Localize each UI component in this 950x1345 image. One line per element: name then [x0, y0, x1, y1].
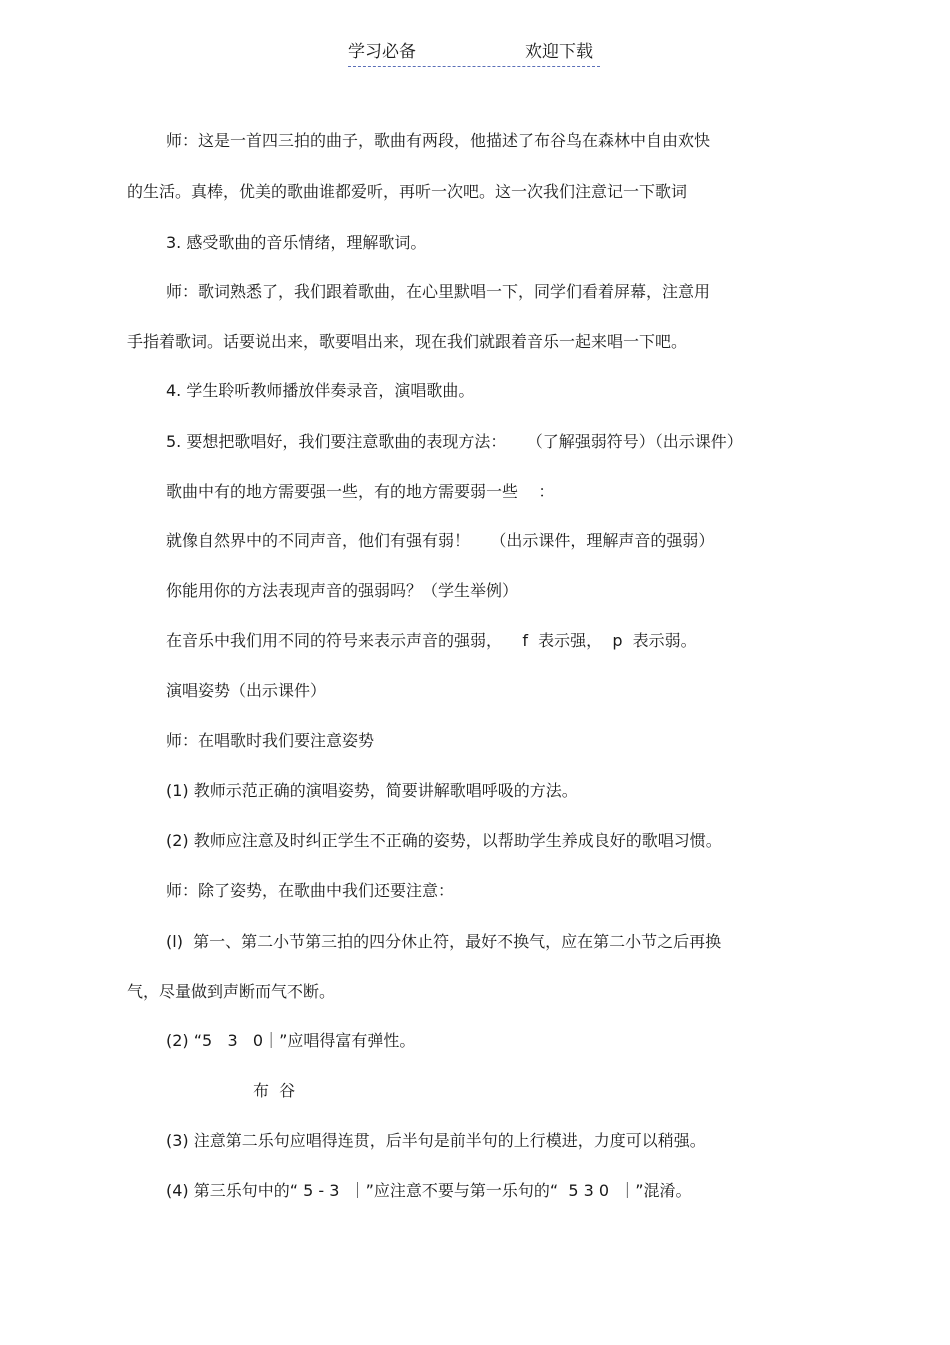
- body-line: 手指着歌词。话要说出来，歌要唱出来，现在我们就跟着音乐一起来唱一下吧。: [127, 332, 688, 351]
- body-line: 师：在唱歌时我们要注意姿势: [166, 731, 375, 750]
- body-line: 演唱姿势（出示课件）: [166, 681, 327, 700]
- body-line: (1) 教师示范正确的演唱姿势，简要讲解歌唱呼吸的方法。: [166, 781, 578, 800]
- body-line: (l) 第一、第二小节第三拍的四分休止符，最好不换气，应在第二小节之后再换: [166, 932, 722, 951]
- header-right-text: 欢迎下载: [525, 42, 593, 62]
- body-line: (2) 教师应注意及时纠正学生不正确的姿势，以帮助学生养成良好的歌唱习惯。: [166, 831, 722, 850]
- body-line: 的生活。真棒，优美的歌曲谁都爱听，再听一次吧。这一次我们注意记一下歌词: [127, 182, 688, 201]
- body-line: 3. 感受歌曲的音乐情绪，理解歌词。: [166, 233, 427, 252]
- page-header: [348, 40, 600, 67]
- body-line: 5. 要想把歌唱好，我们要注意歌曲的表现方法： （了解强弱符号）（出示课件）: [166, 432, 743, 451]
- body-line: 师：歌词熟悉了，我们跟着歌曲，在心里默唱一下，同学们看着屏幕，注意用: [166, 282, 711, 301]
- body-line: (4) 第三乐句中的“ 5 - 3 ｜”应注意不要与第一乐句的“ 5 3 0 ｜”混淆。: [166, 1181, 692, 1200]
- body-line: (2) “5 3 0｜”应唱得富有弹性。: [166, 1031, 416, 1050]
- header-left-text: 学习必备: [348, 42, 416, 62]
- body-line: 你能用你的方法表现声音的强弱吗？（学生举例）: [166, 581, 519, 600]
- body-line: 师：除了姿势，在歌曲中我们还要注意：: [166, 881, 455, 900]
- body-line: 就像自然界中的不同声音，他们有强有弱！ （出示课件，理解声音的强弱）: [166, 531, 715, 550]
- body-line: 师：这是一首四三拍的曲子，歌曲有两段，他描述了布谷鸟在森林中自由欢快: [166, 131, 711, 150]
- body-line: 在音乐中我们用不同的符号来表示声音的强弱， f 表示强， p 表示弱。: [166, 631, 697, 650]
- body-line: 4. 学生聆听教师播放伴奏录音，演唱歌曲。: [166, 381, 475, 400]
- body-line: 布 谷: [253, 1081, 296, 1100]
- body-line: 气，尽量做到声断而气不断。: [127, 982, 336, 1001]
- body-line: 歌曲中有的地方需要强一些，有的地方需要弱一些 ：: [166, 482, 555, 501]
- body-line: (3) 注意第二乐句应唱得连贯，后半句是前半句的上行模进，力度可以稍强。: [166, 1131, 706, 1150]
